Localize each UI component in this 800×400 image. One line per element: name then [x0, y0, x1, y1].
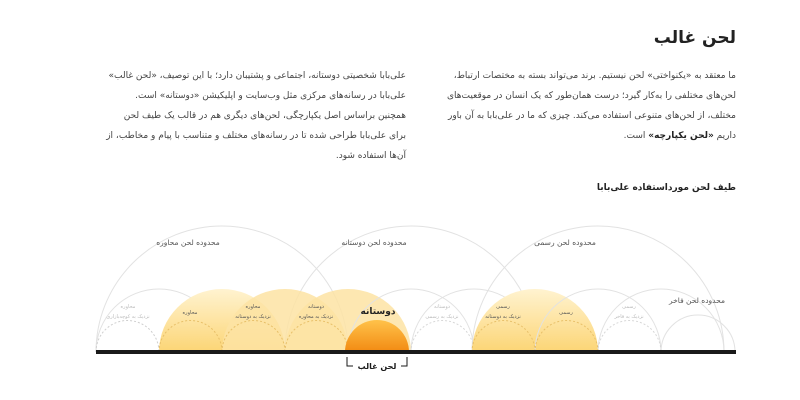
- arc-title: رسمی: [559, 310, 573, 316]
- range-label-luxury: محدوده لحن فاخر: [669, 296, 725, 305]
- arc-title: رسمی: [622, 304, 636, 310]
- intro-text: ما معتقد به «یکنواختی» لحن نیستیم. برند می‌تواند بسته به مختصات ارتباط، لحن‌های مختلفی را به‌کار گیرد؛ درست همان‌طور که یک انسان در موقعیت‌های مختلف، از لحن‌های متنوعی استفاده می‌کند. چیزی که ما در علی‌بابا به آن باور داریم: [447, 71, 736, 141]
- description-paragraph: علی‌بابا شخصیتی دوستانه، اجتماعی و پشتیبان دارد؛ با این توصیف، «لحن غالب» علی‌بابا در رسانه‌های مرکزی مثل وب‌سایت و اپلیکیشن «دوستانه» است. همچنین براساس اصل یکپارچگی، لحن‌های دیگری هم در قالب یک طیف لحن برای علی‌بابا طراحی شده تا در رسانه‌های مختلف و متناسب با پیام و مخاطب، از آن‌ها استفاده شود.: [106, 71, 406, 161]
- arc-sub: نزدیک به فاخر: [614, 314, 644, 320]
- arc-sub: نزدیک به کوچه‌بازاری: [106, 314, 150, 320]
- arc-sub: نزدیک به دوستانه: [485, 314, 521, 320]
- arc-title: دوستانه: [434, 304, 450, 310]
- arc-title: رسمی: [496, 304, 510, 310]
- arc-formal-near-friendly: [472, 289, 598, 352]
- arc-title-friendly: دوستانه: [360, 307, 396, 317]
- intro-strong: «لحن یکپارچه»: [648, 131, 714, 141]
- range-label-formal: محدوده لحن رسمی: [534, 238, 596, 247]
- range-label-colloquial: محدوده لحن محاوره: [156, 238, 220, 247]
- arc-sub: نزدیک به محاوره: [298, 314, 334, 320]
- baseline: [96, 350, 736, 354]
- dashed-sub-arc: [598, 321, 661, 353]
- dashed-sub-arc: [411, 321, 474, 353]
- dashed-sub-arc: [96, 321, 159, 353]
- section-title: طیف لحن مورداستفاده علی‌بابا: [596, 183, 736, 193]
- dominant-tone-label: لحن غالب: [357, 362, 397, 371]
- arc-title: دوستانه: [308, 304, 324, 310]
- arc-title: محاوره: [120, 304, 136, 310]
- arc-title: محاوره: [245, 304, 261, 310]
- arc-title: محاوره: [182, 310, 198, 316]
- intro-tail: است.: [623, 131, 649, 141]
- range-label-friendly: محدوده لحن دوستانه: [341, 238, 407, 247]
- arc-sub: نزدیک به دوستانه: [235, 314, 271, 320]
- arc-sub: نزدیک به رسمی: [425, 314, 459, 320]
- page-title: لحن غالب: [653, 28, 736, 48]
